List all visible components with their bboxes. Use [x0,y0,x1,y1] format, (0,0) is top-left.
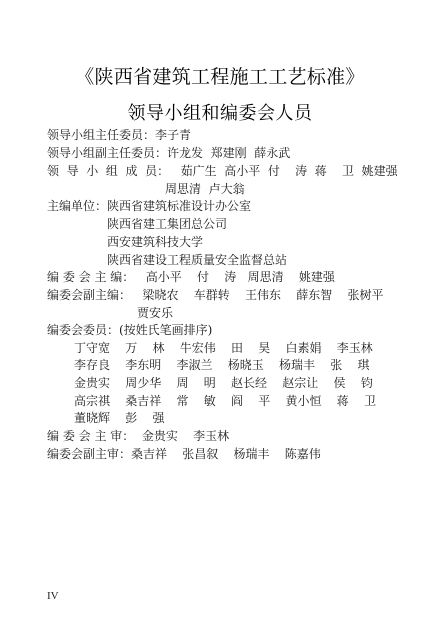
document-subtitle: 领导小组和编委会人员 [127,103,313,124]
vice-chief-editors-continued: 贾安乐 [137,306,174,320]
vice-chief-editors: 编委会副主编： 梁晓农 车群转 王伟东 薛东智 张树平 [47,288,384,302]
chief-unit-item: 陕西省建工集团总公司 [107,217,228,231]
chief-unit-line: 主编单位：陕西省建筑标准设计办公室 [47,199,252,213]
vice-chief-reviewers: 编委会副主审：桑吉祥 张昌叙 杨瑞丰 陈嘉伟 [47,447,321,461]
chief-reviewers: 编 委 会 主 审： 金贵实 李玉林 [47,429,230,443]
document-title: 《陕西省建筑工程施工工艺标准》 [75,66,365,88]
chief-unit-item: 陕西省建设工程质量安全监督总站 [107,253,288,267]
chief-unit-item: 西安建筑科技大学 [107,235,204,249]
leader-group-vice-directors: 领导小组副主任委员：许龙发 郑建刚 薛永武 [47,146,291,160]
committee-members-row: 董晓辉 彭 强 [74,411,165,425]
leader-group-director: 领导小组主任委员：李子青 [47,128,192,142]
committee-members-heading: 编委会委员：(按姓氏笔画排序) [47,323,213,337]
leader-group-members: 领 导 小 组 成 员： 茹广生 高小平 付 涛 蒋 卫 姚建强 [47,164,398,178]
committee-members-row: 金贵实 周少华 周 明 赵长经 赵宗让 侯 钧 [74,376,373,390]
committee-members-row: 丁守宽 万 林 牛宏伟 田 昊 白素娟 李玉林 [74,341,373,355]
committee-members-row: 高宗祺 桑吉祥 常 敏 阎 平 黄小恒 蒋 卫 [74,394,377,408]
leader-group-members-continued: 周思清 卢大翁 [165,182,245,196]
chief-editors: 编 委 会 主 编： 高小平 付 涛 周思清 姚建强 [47,270,335,284]
page-number: IV [47,590,59,602]
committee-members-row: 李存良 李东明 李淑兰 杨晓玉 杨瑞丰 张 琪 [74,358,370,372]
